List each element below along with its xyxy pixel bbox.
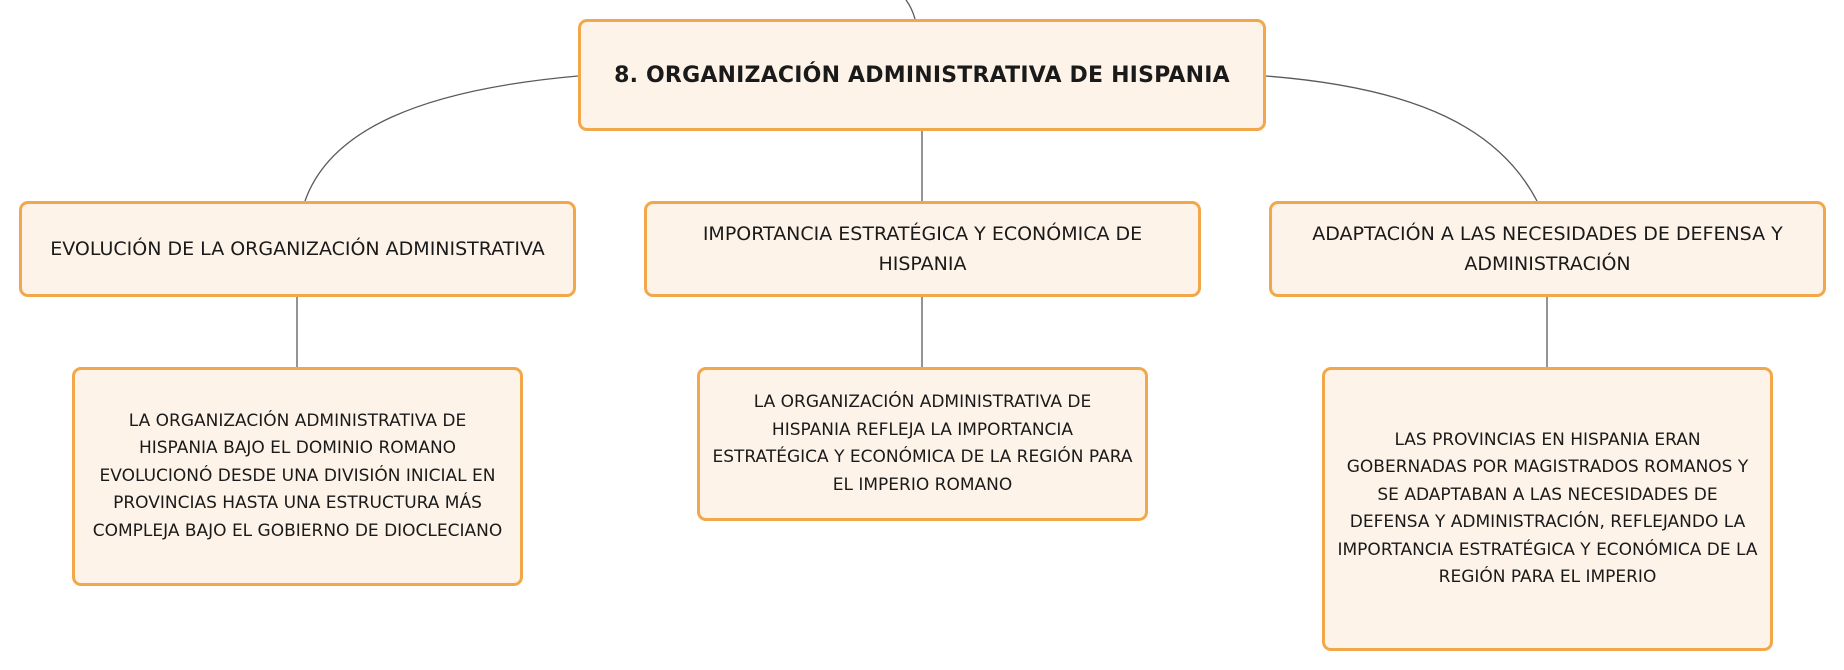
- root-topic-label: 8. ORGANIZACIÓN ADMINISTRATIVA DE HISPANIA: [614, 62, 1230, 88]
- connector-root-to-branch-3: [1266, 76, 1537, 201]
- leaf-text-importancia: LA ORGANIZACIÓN ADMINISTRATIVA DE HISPANIA REFLEJA LA IMPORTANCIA ESTRATÉGICA Y ECONÓMICA DE LA REGIÓN PARA EL IMPERIO ROMANO: [712, 392, 1133, 495]
- branch-label-evolucion: EVOLUCIÓN DE LA ORGANIZACIÓN ADMINISTRATIVA: [50, 238, 545, 260]
- branch-node-evolucion[interactable]: [19, 201, 576, 297]
- leaf-text-adaptacion: LAS PROVINCIAS EN HISPANIA ERAN GOBERNADAS POR MAGISTRADOS ROMANOS Y SE ADAPTABAN A LAS NECESIDADES DE DEFENSA Y ADMINISTRACIÓN, REFLEJANDO LA IMPORTANCIA ESTRATÉGICA Y ECONÓMICA DE LA REGIÓN PARA EL IMPERIO: [1337, 429, 1758, 587]
- leaf-node-evolucion-detail[interactable]: [72, 367, 523, 586]
- branch-node-importancia[interactable]: [644, 201, 1201, 297]
- branch-label-adaptacion: ADAPTACIÓN A LAS NECESIDADES DE DEFENSA Y ADMINISTRACIÓN: [1312, 223, 1783, 275]
- leaf-node-adaptacion-detail[interactable]: [1322, 367, 1773, 651]
- branch-label-importancia: IMPORTANCIA ESTRATÉGICA Y ECONÓMICA DE HISPANIA: [702, 223, 1143, 275]
- root-topic-node[interactable]: [578, 19, 1266, 131]
- connector-root-to-branch-1: [305, 76, 578, 201]
- leaf-node-importancia-detail[interactable]: [697, 367, 1148, 521]
- connector-incoming: [906, 0, 915, 19]
- branch-node-adaptacion[interactable]: [1269, 201, 1826, 297]
- leaf-text-evolucion: LA ORGANIZACIÓN ADMINISTRATIVA DE HISPANIA BAJO EL DOMINIO ROMANO EVOLUCIONÓ DESDE UNA DIVISIÓN INICIAL EN PROVINCIAS HASTA UNA ESTRUCTURA MÁS COMPLEJA BAJO EL GOBIERNO DE DIOCLECIANO: [92, 410, 503, 541]
